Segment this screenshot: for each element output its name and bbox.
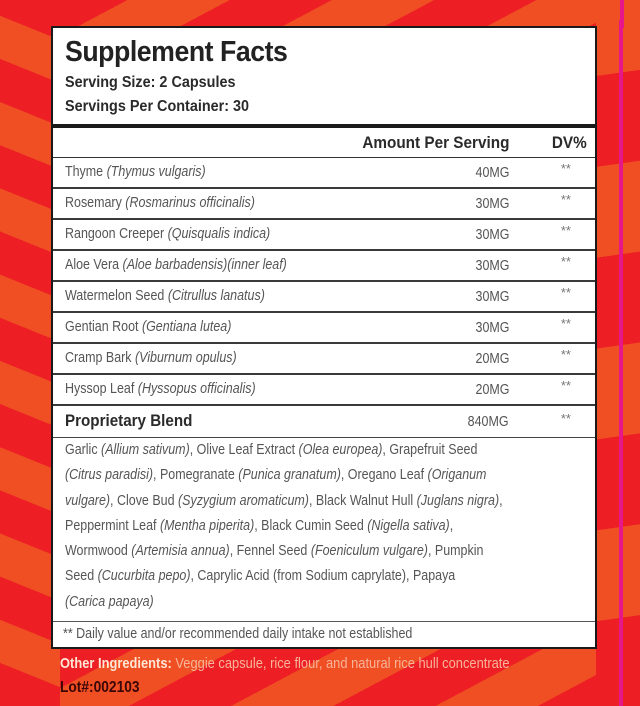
ingredient-row: [53, 251, 595, 282]
ingredient-amount: 30MG: [475, 258, 509, 274]
ingredient-table: [53, 158, 595, 438]
ingredient-dv: **: [560, 378, 571, 393]
magenta-border-curve: [560, 0, 624, 28]
ingredient-amount: 30MG: [475, 227, 509, 243]
ingredient-amount: 20MG: [475, 351, 509, 367]
serving-size: Serving Size: 2 Capsules: [65, 74, 236, 91]
ingredient-row: [53, 282, 595, 313]
ingredient-dv: **: [560, 254, 571, 269]
table-header: [53, 128, 595, 158]
magenta-border-line: [619, 20, 623, 706]
supplement-facts-panel: [51, 26, 597, 649]
lot-number: Lot#:002103: [60, 679, 140, 696]
dv-header: DV%: [552, 133, 587, 152]
dv-footnote: [53, 621, 595, 650]
ingredient-name: Rosemary (Rosmarinus officinalis): [65, 195, 255, 211]
ingredient-row: [53, 375, 595, 406]
ingredient-row: [53, 220, 595, 251]
ingredient-name: Watermelon Seed (Citrullus lanatus): [65, 288, 265, 304]
ingredient-dv: **: [560, 192, 571, 207]
amount-per-serving-header: Amount Per Serving: [361, 133, 509, 152]
background-stripes-right: [596, 0, 640, 706]
ingredient-amount: 30MG: [475, 196, 509, 212]
other-ingredients-label: Other Ingredients:: [60, 655, 172, 672]
other-ingredients-text: Veggie capsule, rice flour, and natural rice hull concentrate: [171, 655, 510, 672]
proprietary-blend-row: [53, 406, 595, 438]
ingredient-dv: **: [560, 347, 571, 362]
ingredient-name: Cramp Bark (Viburnum opulus): [65, 350, 237, 366]
blend-name: Proprietary Blend: [65, 412, 193, 430]
ingredient-name: Gentian Root (Gentiana lutea): [65, 319, 232, 335]
blend-dv: **: [560, 411, 571, 426]
ingredient-amount: 40MG: [475, 165, 509, 181]
ingredient-amount: 20MG: [475, 382, 509, 398]
blend-components: Garlic (Allium sativum), Olive Leaf Extract (Olea europea), Grapefruit Seed (Citrus paradisi), Pomegranate (Punica granatum), Oregano Leaf (Origanum vulgare), Clove Bud (Syzygium aromaticum), Black Walnut Hull (Juglans nigra), Peppermint Leaf (Mentha piperita), Black Cumin Seed (Nigella sativa), Wormwood (Artemisia annua), Fennel Seed (Foeniculum vulgare), Pumpkin Seed (Cucurbita pepo), Caprylic Acid (from Sodium caprylate), Papaya (Carica papaya): [65, 442, 503, 610]
footnote-text: ** Daily value and/or recommended daily intake not established: [63, 626, 413, 642]
ingredient-row: [53, 158, 595, 189]
ingredient-dv: **: [560, 223, 571, 238]
ingredient-name: Hyssop Leaf (Hyssopus officinalis): [65, 381, 256, 397]
ingredient-row: [53, 344, 595, 375]
ingredient-dv: **: [560, 161, 571, 176]
ingredient-dv: **: [560, 316, 571, 331]
servings-per-container: Servings Per Container: 30: [65, 98, 250, 115]
ingredient-amount: 30MG: [475, 289, 509, 305]
ingredient-name: Thyme (Thymus vulgaris): [65, 164, 206, 180]
ingredient-row: [53, 313, 595, 344]
ingredient-row: [53, 189, 595, 220]
ingredient-name: Aloe Vera (Aloe barbadensis)(inner leaf): [65, 257, 287, 273]
ingredient-amount: 30MG: [475, 320, 509, 336]
blend-amount: 840MG: [468, 414, 509, 430]
panel-title: Supplement Facts: [65, 36, 288, 68]
ingredient-name: Rangoon Creeper (Quisqualis indica): [65, 226, 271, 242]
ingredient-dv: **: [560, 285, 571, 300]
other-ingredients: [60, 655, 510, 672]
